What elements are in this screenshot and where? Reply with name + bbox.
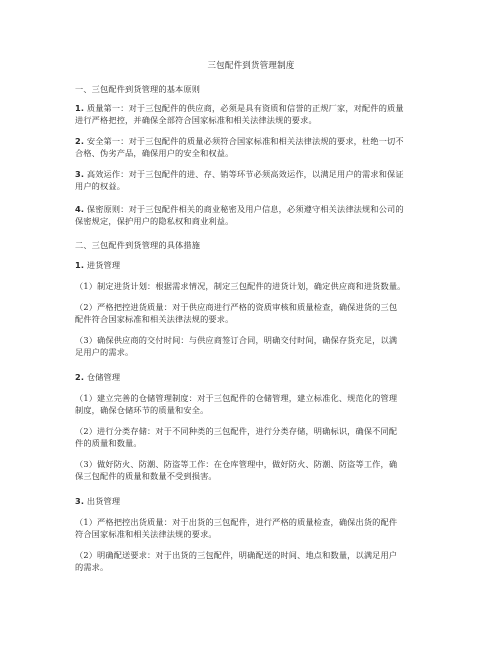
principle-4-line-1: 4. 保密原则：对于三包配件相关的商业秘密及用户信息，必须遵守相关法律法规和公司的 xyxy=(75,204,404,214)
principle-2-line-2: 合格、伪劣产品，确保用户的安全和权益。 xyxy=(75,148,234,158)
subsection-2-item-3-line-2: 保三包配件的质量和数量不受到损害。 xyxy=(75,471,217,481)
principle-4-number: 4. xyxy=(75,204,85,214)
principle-4-line-2: 保密规定，保护用户的隐私权和商业利益。 xyxy=(75,216,234,226)
principle-3-number: 3. xyxy=(75,169,85,179)
principle-2-line-1: 2. 安全第一：对于三包配件的质量必须符合国家标准和相关法律法规的要求，杜绝一切不 xyxy=(75,136,404,146)
principle-2-number: 2. xyxy=(75,136,85,146)
subsection-1-item-2-line-1: （2）严格把控进货质量：对于供应商进行严格的资质审核和质量检查，确保进货的三包 xyxy=(75,302,398,312)
subsection-2-item-3-line-1: （3）做好防火、防潮、防盗等工作：在仓库管理中，做好防火、防潮、防盗等工作，确 xyxy=(75,459,398,469)
subsection-3-item-2-line-1: （2）明确配送要求：对于出货的三包配件，明确配送的时间、地点和数量，以满足用户 xyxy=(75,550,398,560)
subsection-2-heading: 2. 仓储管理 xyxy=(75,372,121,382)
principle-1-number: 1. xyxy=(75,103,85,113)
subsection-3-item-2-line-2: 的需求。 xyxy=(75,562,109,572)
subsection-3-item-1-line-1: （1）严格把控出货质量：对于出货的三包配件，进行严格的质量检查，确保出货的配件 xyxy=(75,517,398,527)
subsection-1-item-1-line-1: （1）制定进货计划：根据需求情况，制定三包配件的进货计划，确定供应商和进货数量。 xyxy=(75,281,406,291)
subsection-3-heading: 3. 出货管理 xyxy=(75,496,121,506)
subsection-2-item-1-line-1: （1）建立完善的仓储管理制度：对于三包配件的仓储管理，建立标准化、规范化的管理 xyxy=(75,393,398,403)
subsection-2-item-2-line-2: 件的质量和数量。 xyxy=(75,438,142,448)
subsection-2-item-2-line-1: （2）进行分类存储：对于不同种类的三包配件，进行分类存储，明确标识，确保不同配 xyxy=(75,426,398,436)
principle-3-line-2: 用户的权益。 xyxy=(75,181,126,191)
section-heading-principles: 一、三包配件到货管理的基本原则 xyxy=(75,84,201,94)
subsection-1-item-3-line-2: 足用户的需求。 xyxy=(75,347,134,357)
principle-1-line-1: 1. 质量第一：对于三包配件的供应商，必须是具有资质和信誉的正规厂家，对配件的质量 xyxy=(75,103,404,113)
subsection-1-item-3-line-1: （3）确保供应商的交付时间：与供应商签订合同，明确交付时间，确保存货充足，以满 xyxy=(75,335,398,345)
principle-3-line-1: 3. 高效运作：对于三包配件的进、存、销等环节必须高效运作，以满足用户的需求和保证 xyxy=(75,169,404,179)
subsection-1-heading: 1. 进货管理 xyxy=(75,260,121,270)
document-title: 三包配件到货管理制度 xyxy=(207,61,295,71)
subsection-2-item-1-line-2: 制度，确保仓储环节的质量和安全。 xyxy=(75,405,209,415)
section-heading-measures: 二、三包配件到货管理的具体措施 xyxy=(75,240,201,250)
principle-1-line-2: 进行严格把控，并确保全部符合国家标准和相关法律法规的要求。 xyxy=(75,115,317,125)
subsection-1-item-2-line-2: 配件符合国家标准和相关法律法规的要求。 xyxy=(75,314,234,324)
subsection-3-item-1-line-2: 符合国家标准和相关法律法规的要求。 xyxy=(75,529,217,539)
